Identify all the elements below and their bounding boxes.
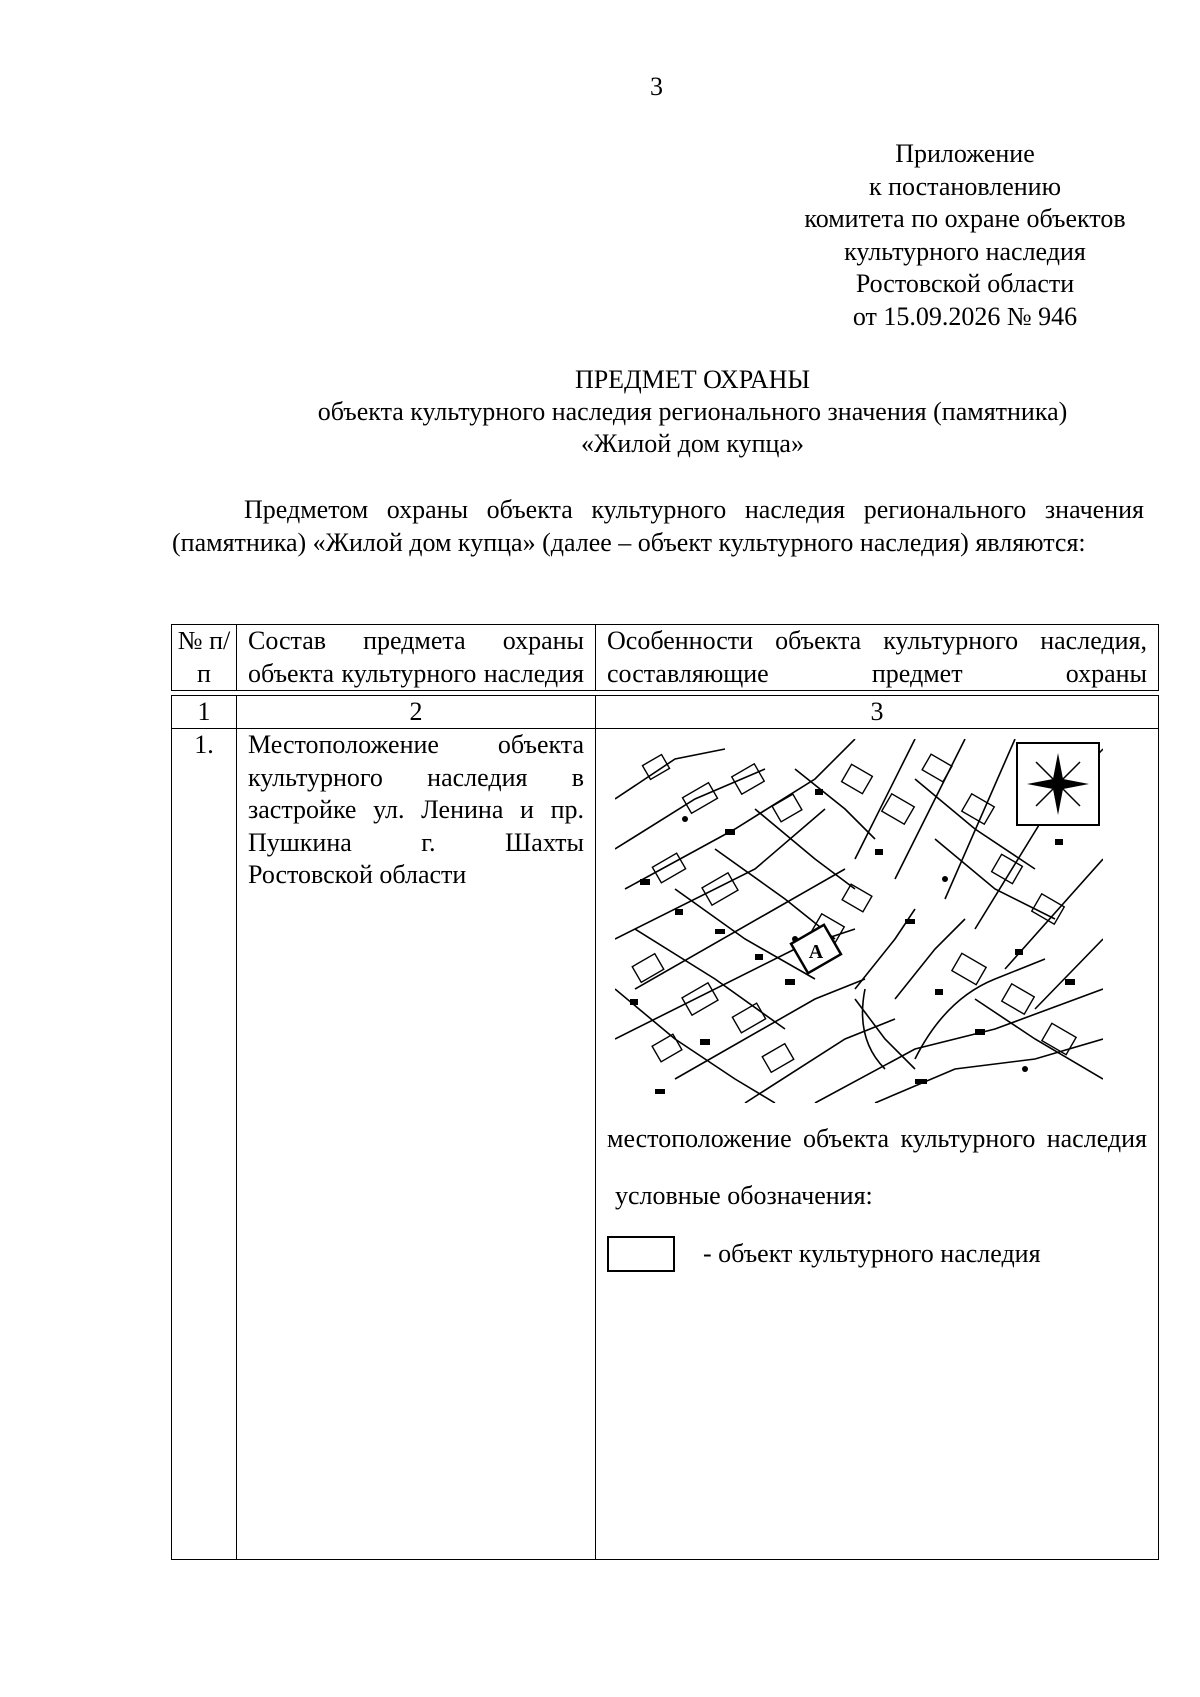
appendix-date-line: от 15.09.2026 № 946 bbox=[852, 301, 1078, 331]
table-row bbox=[172, 729, 1159, 1560]
legend-box-icon bbox=[607, 1236, 675, 1272]
column-number: 1 bbox=[172, 696, 237, 729]
location-map bbox=[615, 739, 1103, 1103]
row-features bbox=[596, 729, 1159, 1560]
header-number: № п/п bbox=[172, 625, 237, 691]
title-object-name: «Жилой дом купца» bbox=[581, 429, 804, 458]
appendix-line: комитета по охране объектов bbox=[804, 204, 1126, 233]
appendix-line: культурного наследия bbox=[844, 236, 1086, 266]
page-number: 3 bbox=[650, 72, 663, 101]
intro-paragraph: Предметом охраны объекта культурного наследия регионального значения (памятника) «Жилой дом купца» (далее – объект культурного наследия) являются: bbox=[172, 495, 1144, 557]
column-number: 2 bbox=[237, 696, 596, 729]
appendix-line: Приложение bbox=[895, 139, 1035, 168]
appendix-block bbox=[780, 138, 1150, 333]
legend-item-label: - объект культурного наследия bbox=[703, 1238, 1041, 1268]
legend-item bbox=[607, 1236, 1147, 1272]
compass-rose-icon bbox=[1017, 743, 1099, 825]
header-composition: Состав предмета охраны объекта культурного наследия bbox=[237, 625, 596, 691]
legend-title: условные обозначения: bbox=[615, 1180, 873, 1210]
appendix-line: Ростовской области bbox=[855, 269, 1075, 298]
marker-label: А bbox=[808, 941, 824, 963]
map-caption: местоположение объекта культурного наследия bbox=[607, 1124, 1147, 1153]
protection-table bbox=[171, 695, 1159, 1560]
column-number: 3 bbox=[596, 696, 1159, 729]
row-number: 1. bbox=[172, 729, 237, 1560]
title-heading: ПРЕДМЕТ ОХРАНЫ bbox=[574, 365, 811, 394]
column-number-row bbox=[172, 696, 1159, 729]
title-subtitle: объекта культурного наследия регионального значения (памятника) bbox=[317, 397, 1068, 426]
header-features: Особенности объекта культурного наследия, составляющие предмет охраны bbox=[596, 625, 1159, 691]
appendix-line: к постановлению bbox=[868, 171, 1062, 201]
document-title bbox=[200, 364, 1185, 460]
row-composition: Местоположение объекта культурного наследия в застройке ул. Ленина и пр. Пушкина г. Шахты Ростовской области bbox=[237, 729, 596, 1560]
table-header bbox=[171, 624, 1159, 691]
